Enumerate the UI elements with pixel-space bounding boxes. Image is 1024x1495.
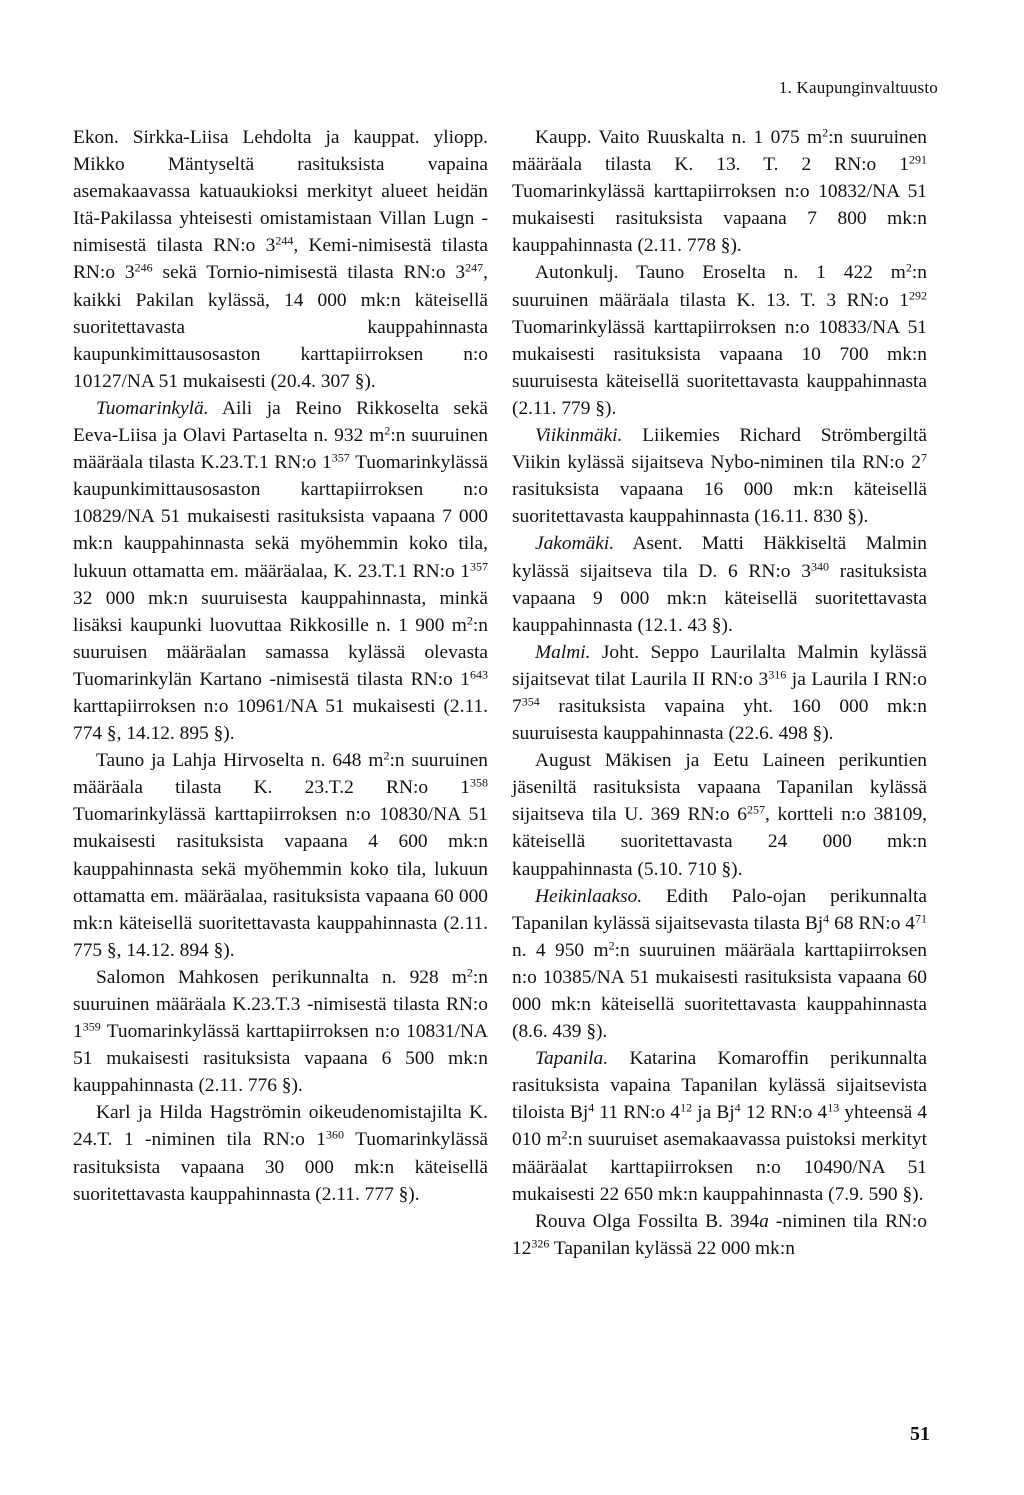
text-run: , kortteli n:o 38109, käteisellä suoritettavasta 24 000 mk:n kauppahinnasta (5.10. 710 §).	[512, 804, 927, 880]
superscript: 357	[469, 558, 488, 573]
superscript: 257	[746, 802, 765, 817]
left-column	[73, 124, 488, 1208]
text-run: Liikemies Richard Strömbergiltä Viikin kylässä sijaitseva Nybo-niminen tila RN:o 2	[512, 425, 927, 474]
text-run: 11 RN:o 4	[594, 1102, 681, 1124]
text-run: , kaikki Pakilan kylässä, 14 000 mk:n käteisellä suoritettavasta kauppahinnasta kaupunkimittausosaston karttapiirroksen n:o 10127/NA 51 mukaisesti (20.4. 307 §).	[73, 262, 489, 392]
superscript: 7	[920, 450, 927, 465]
text-run: 32 000 mk:n suuruisesta kauppahinnasta, minkä lisäksi kaupunki luovuttaa Rikkosille n. 1 900 m	[73, 587, 488, 636]
text-run: :n suuruinen määräala tilasta K.23.T.1 RN:o 1	[73, 425, 489, 474]
italic-text: Tapanila.	[535, 1048, 609, 1070]
text-run: Katarina Komaroffin perikunnalta rasituksista vapaina Tapanilan kylässä sijaitsevista tiloista Bj	[512, 1048, 927, 1124]
paragraph	[512, 530, 927, 638]
text-run: Tauno ja Lahja Hirvoselta n. 648 m	[96, 750, 384, 772]
text-run: -niminen tila RN:o 12	[512, 1210, 927, 1259]
text-run: sekä Tornio-nimisestä tilasta RN:o 3	[152, 262, 466, 284]
text-run: Tuomarinkylässä rasituksista vapaana 30 000 mk:n käteisellä suoritettavasta kauppahinnasta (2.11. 777 §).	[73, 1129, 488, 1205]
superscript: 13	[827, 1100, 840, 1115]
text-run: karttapiirroksen n:o 10961/NA 51 mukaisesti (2.11. 774 §, 14.12. 895 §).	[73, 695, 488, 745]
text-run: Edith Palo-ojan perikunnalta Tapanilan kylässä sijaitsevasta tilasta Bj	[512, 885, 927, 934]
superscript: 360	[325, 1127, 345, 1142]
superscript: 340	[810, 558, 829, 573]
text-run: ja Laurila I RN:o 7	[512, 668, 927, 717]
paragraph	[512, 259, 927, 422]
superscript: 4	[588, 1100, 595, 1115]
text-run: rasituksista vapaina yht. 160 000 mk:n suuruisesta kauppahinnasta (22.6. 498 §).	[512, 695, 927, 745]
text-run: :n suuruinen määräala K.23.T.3 -nimisestä tilasta RN:o 1	[73, 966, 488, 1043]
text-run: Tuomarinkylässä karttapiirroksen n:o 10831/NA 51 mukaisesti rasituksista vapaana 6 500 mk:n kauppahinnasta (2.11. 776 §).	[73, 1021, 488, 1097]
superscript: 326	[531, 1236, 550, 1251]
text-run: Tuomarinkylässä karttapiirroksen n:o 10830/NA 51 mukaisesti rasituksista vapaana 4 600 mk:n kauppahinnasta sekä myöhemmin koko tila, lukuun ottamatta em. määräalaa, rasituksista vapaana 60 000 mk:n käteisellä suoritettavasta kauppahinnasta (2.11. 775 §, 14.12. 894 §).	[73, 804, 488, 961]
superscript: 2	[905, 260, 912, 275]
text-run: :n suuruinen määräala tilasta K. 23.T.2 RN:o 1	[73, 750, 489, 799]
text-run: August Mäkisen ja Eetu Laineen perikuntien jäseniltä rasituksista vapaana Tapanilan kylässä sijaitseva tila U. 369 RN:o 6	[512, 750, 927, 826]
text-run: Rouva Olga Fossilta B. 394	[535, 1210, 760, 1232]
paragraph	[512, 422, 927, 530]
superscript: 354	[521, 694, 540, 709]
italic-text: a	[759, 1210, 769, 1232]
superscript: 358	[469, 775, 488, 790]
superscript: 4	[823, 911, 830, 926]
page-number: 51	[910, 1423, 930, 1445]
paragraph	[512, 747, 927, 882]
text-run: yhteensä 4 010 m	[512, 1102, 928, 1151]
paragraph	[512, 639, 927, 747]
superscript: 71	[914, 911, 927, 926]
text-run: :n suuruinen määräala tilasta K. 13. T. 2 RN:o 1	[512, 127, 928, 176]
right-column	[512, 124, 927, 1262]
text-run: 12 RN:o 4	[740, 1102, 828, 1124]
superscript: 2	[383, 748, 390, 763]
superscript: 2	[466, 965, 473, 980]
superscript: 357	[331, 450, 350, 465]
paragraph	[73, 1099, 488, 1207]
text-run: Salomon Mahkosen perikunnalta n. 928 m	[96, 966, 467, 988]
text-run: :n suuruinen määräala karttapiirroksen n:o 10385/NA 51 mukaisesti rasituksista vapaana 60 000 mk:n käteisellä suoritettavasta kauppahinnasta (8.6. 439 §).	[512, 939, 928, 1043]
superscript: 291	[908, 152, 927, 167]
text-run: rasituksista vapaana 16 000 mk:n käteisellä suoritettavasta kauppahinnasta (16.11. 830 §).	[512, 479, 927, 528]
text-run: , Kemi-nimisestä tilasta RN:o 3	[73, 235, 488, 284]
italic-text: Malmi.	[535, 641, 591, 663]
text-run: Asent. Matti Häkkiseltä Malmin kylässä sijaitseva tila D. 6 RN:o 3	[512, 533, 927, 582]
text-run: :n suuruisen määräalan samassa kylässä olevasta Tuomarinkylän Kartano -nimisestä tilasta RN:o 1	[73, 614, 488, 690]
superscript: 292	[908, 287, 927, 302]
paragraph	[73, 395, 488, 747]
text-run: Ekon. Sirkka-Liisa Lehdolta ja kauppat. yliopp. Mikko Mäntyseltä rasituksista vapaina asemakaavassa katuaukioksi merkityt alueet heidän Itä-Pakilassa yhteisesti omistamistaan Villan Lugn -nimisestä tilasta RN:o 3	[73, 127, 488, 257]
paragraph	[73, 124, 488, 395]
text-run: 68 RN:o 4	[829, 912, 915, 934]
superscript: 359	[82, 1019, 101, 1034]
superscript: 643	[469, 667, 488, 682]
superscript: 244	[275, 233, 294, 248]
text-run: Tapanilan kylässä 22 000 mk:n	[549, 1237, 795, 1259]
text-run: Tuomarinkylässä karttapiirroksen n:o 10833/NA 51 mukaisesti rasituksista vapaana 10 700 mk:n suuruisesta käteisellä suoritettavasta kauppahinnasta (2.11. 779 §).	[512, 316, 927, 419]
text-run: :n suuruiset asemakaavassa puistoksi merkityt määräalat karttapiirroksen n:o 10490/NA 51 mukaisesti 22 650 mk:n kauppahinnasta (7.9. 590 §).	[512, 1129, 927, 1205]
paragraph	[73, 964, 488, 1099]
text-run: Tuomarinkylässä karttapiirroksen n:o 10832/NA 51 mukaisesti rasituksista vapaana 7 800 mk:n kauppahinnasta (2.11. 778 §).	[512, 181, 927, 257]
text-run: Autonkulj. Tauno Eroselta n. 1 422 m	[535, 262, 906, 284]
text-run: n. 4 950 m	[512, 939, 609, 961]
paragraph	[512, 1045, 927, 1208]
superscript: 246	[134, 260, 153, 275]
superscript: 2	[466, 613, 473, 628]
running-header: 1. Kaupunginvaltuusto	[778, 78, 938, 97]
superscript: 247	[465, 260, 484, 275]
italic-text: Tuomarinkylä.	[96, 397, 209, 419]
text-run: :n suuruinen määräala tilasta K. 13. T. 3 RN:o 1	[512, 262, 927, 311]
text-run: Joht. Seppo Laurilalta Malmin kylässä sijaitsevat tilat Laurila II RN:o 3	[512, 641, 927, 690]
text-run: ja Bj	[692, 1102, 735, 1124]
paragraph	[73, 747, 488, 964]
paragraph	[512, 1208, 927, 1262]
text-run: rasituksista vapaana 9 000 mk:n käteisellä suoritettavasta kauppahinnasta (12.1. 43 §).	[512, 560, 927, 636]
superscript: 2	[608, 938, 615, 953]
text-run: Karl ja Hilda Hagströmin oikeudenomistajilta K. 24.T. 1 -niminen tila RN:o 1	[73, 1102, 488, 1151]
paragraph	[512, 124, 927, 259]
superscript: 12	[680, 1100, 693, 1115]
text-run: Kaupp. Vaito Ruuskalta n. 1 075 m	[535, 127, 823, 148]
superscript: 2	[822, 125, 829, 140]
text-run: Aili ja Reino Rikkoselta sekä Eeva-Liisa ja Olavi Partaselta n. 932 m	[73, 397, 488, 447]
italic-text: Viikinmäki.	[535, 425, 623, 447]
superscript: 2	[561, 1127, 568, 1142]
italic-text: Jakomäki.	[535, 533, 615, 555]
paragraph	[512, 883, 927, 1046]
superscript: 4	[734, 1100, 741, 1115]
superscript: 316	[768, 667, 787, 682]
superscript: 2	[384, 423, 391, 438]
text-run: Tuomarinkylässä kaupunkimittausosaston karttapiirroksen n:o 10829/NA 51 mukaisesti rasituksista vapaana 7 000 mk:n kauppahinnasta sekä myöhemmin koko tila, lukuun ottamatta em. määräalaa, K. 23.T.1 RN:o 1	[73, 452, 488, 582]
italic-text: Heikinlaakso.	[535, 885, 643, 907]
